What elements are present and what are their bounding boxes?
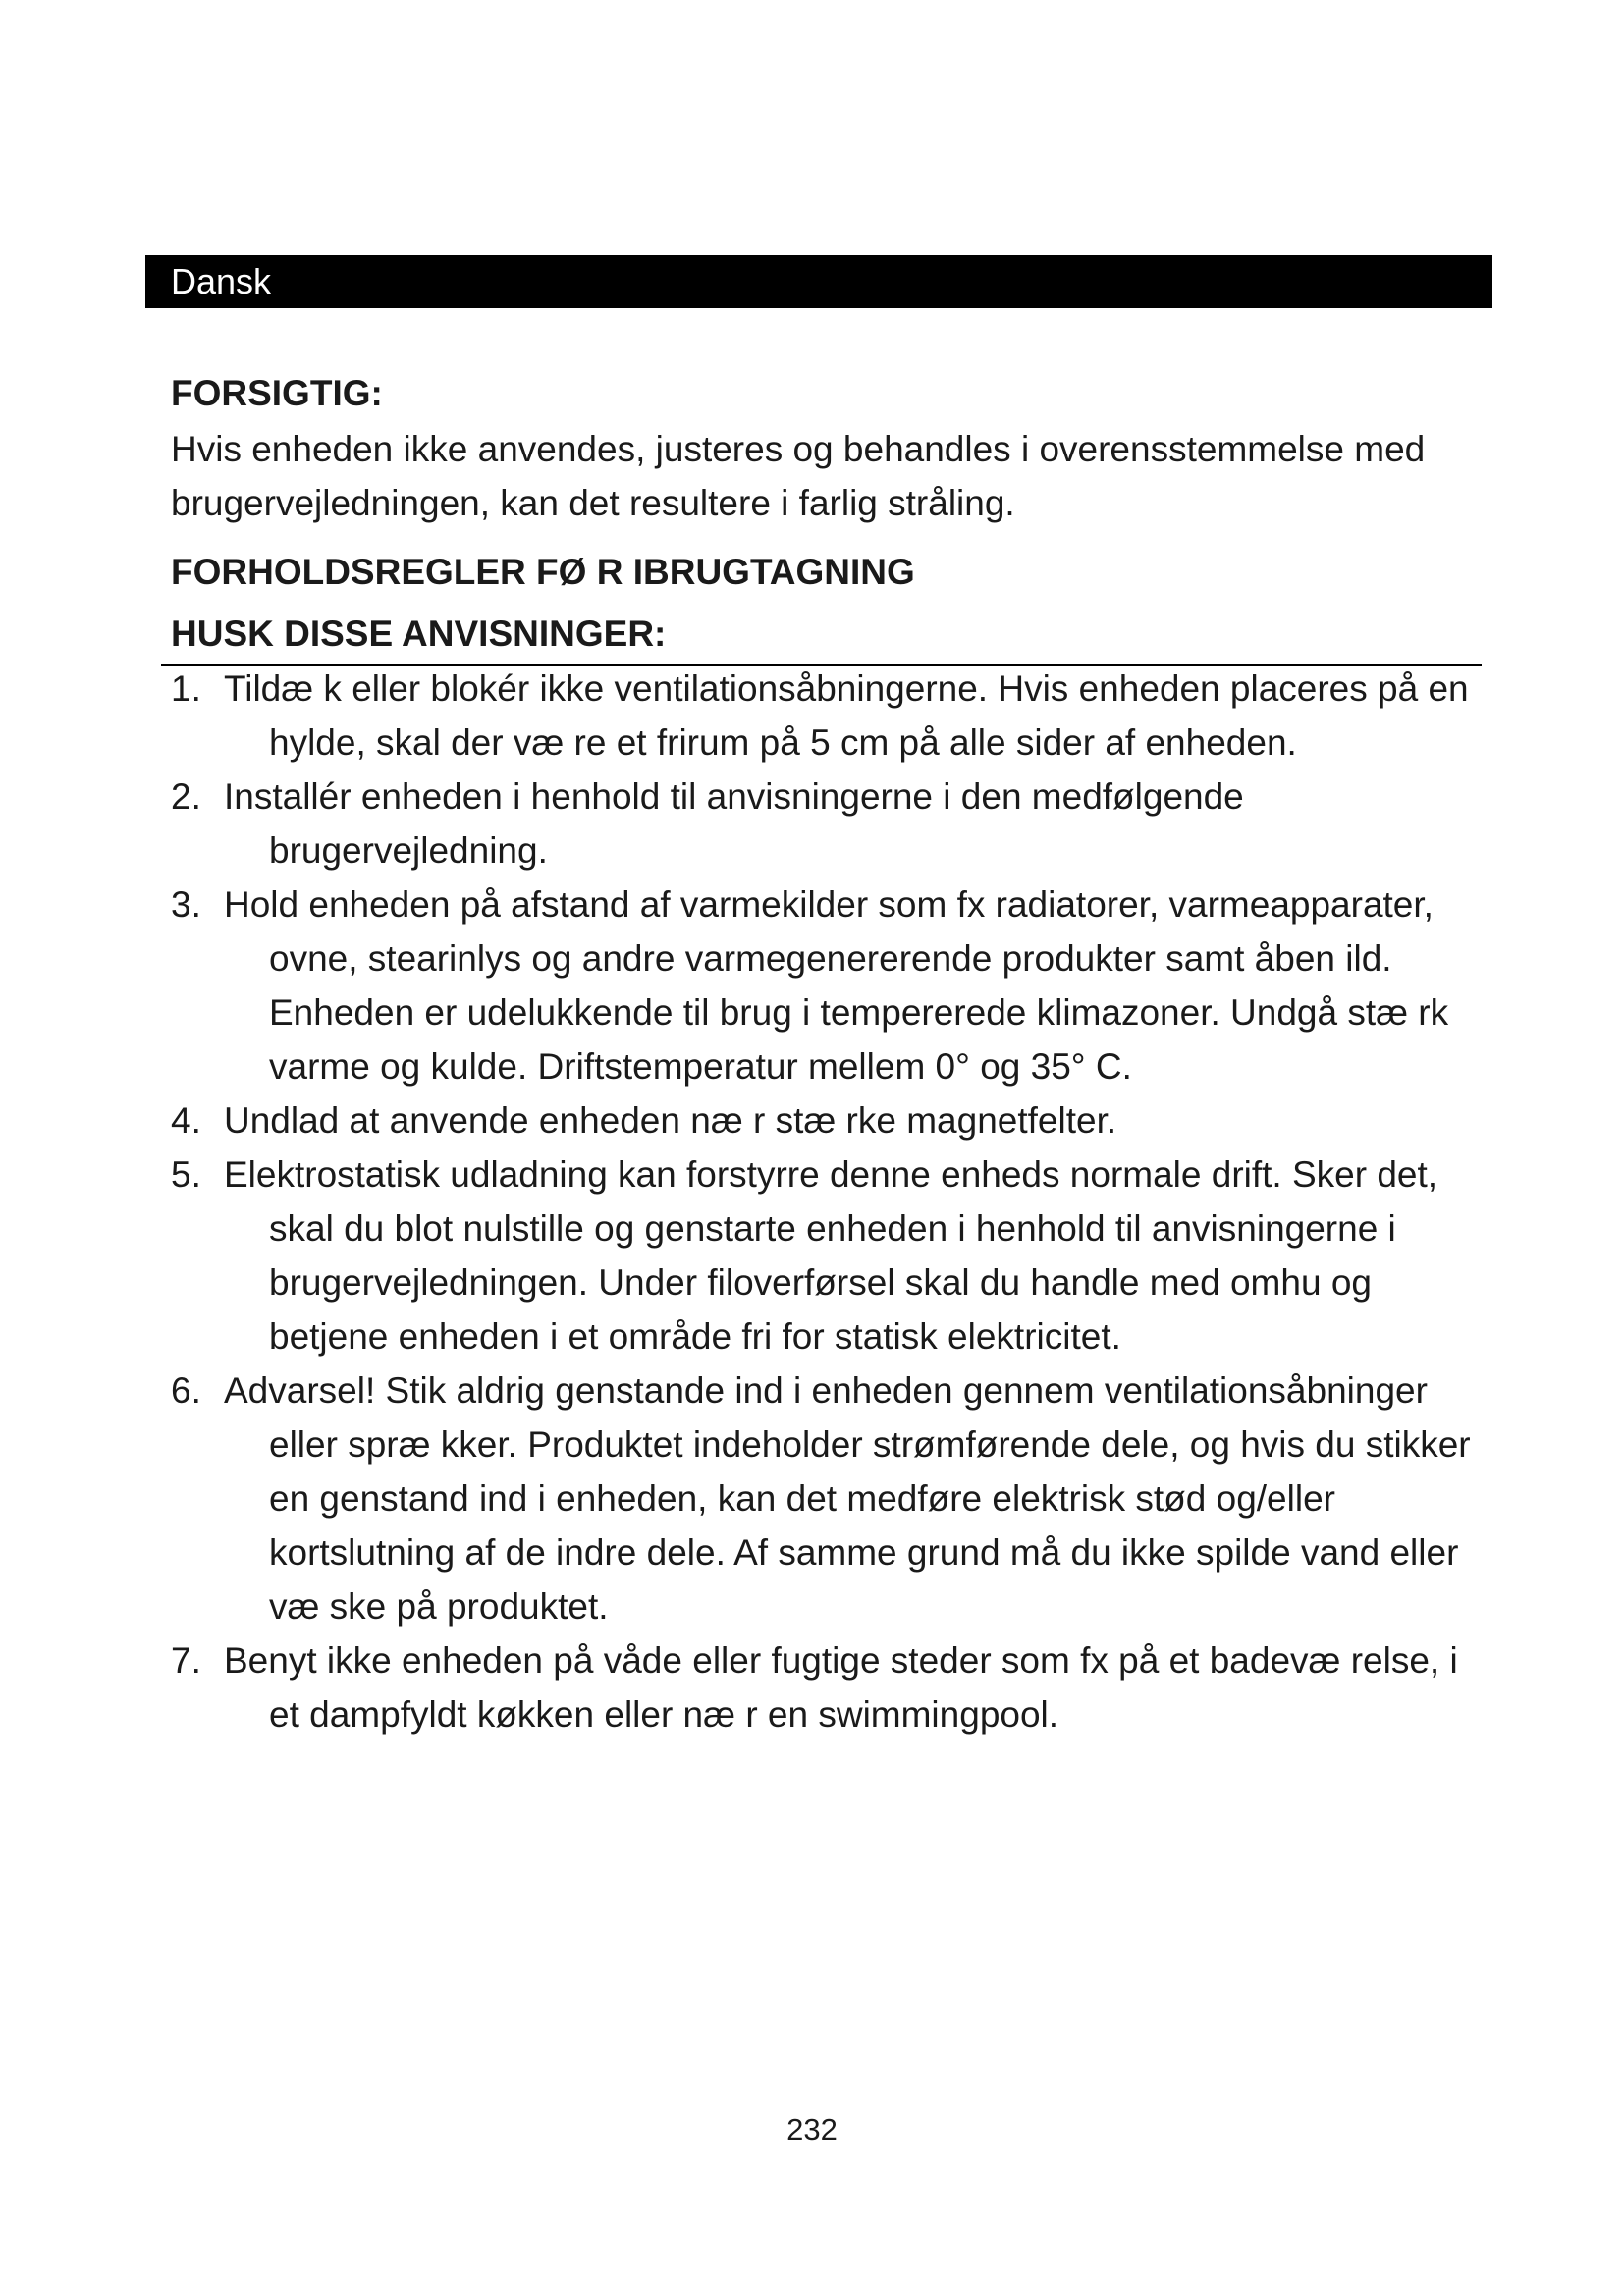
- precautions-list: [171, 662, 1487, 1741]
- list-item: [171, 770, 1487, 878]
- item-text: Elektrostatisk udladning kan forstyrre denne enheds normale drift. Sker det, skal du blot nulstille og genstarte enheden i henhold til anvisningerne i brugervejledningen. Under filoverførsel skal du handle med omhu og betjene enheden i et område fri for statisk elektricitet.: [224, 1154, 1438, 1357]
- list-item: [171, 662, 1487, 770]
- item-number: 1.: [171, 668, 201, 709]
- precautions-subtitle: HUSK DISSE ANVISNINGER:: [171, 614, 667, 654]
- precautions-title: FORHOLDSREGLER FØ R IBRUGTAGNING: [171, 552, 915, 592]
- language-label: Dansk: [171, 261, 272, 301]
- caution-title: FORSIGTIG:: [171, 373, 383, 413]
- list-item: [171, 1633, 1487, 1741]
- list-item: [171, 1148, 1487, 1363]
- item-text: Tildæ k eller blokér ikke ventilationsåbningerne. Hvis enheden placeres på en hylde, skal der væ re et frirum på 5 cm på alle sider af enheden.: [224, 668, 1469, 763]
- item-number: 5.: [171, 1154, 201, 1195]
- list-item: [171, 1094, 1487, 1148]
- item-number: 3.: [171, 884, 201, 925]
- caution-text: Hvis enheden ikke anvendes, justeres og behandles i overensstemmelse med brugervejledningen, kan det resultere i farlig stråling.: [171, 429, 1426, 523]
- item-number: 6.: [171, 1370, 201, 1411]
- main-content: [171, 365, 1487, 1741]
- list-item: [171, 1363, 1487, 1633]
- item-text: Installér enheden i henhold til anvisningerne i den medfølgende brugervejledning.: [224, 776, 1244, 871]
- item-text: Undlad at anvende enheden næ r stæ rke magnetfelter.: [224, 1100, 1117, 1141]
- list-item: [171, 878, 1487, 1094]
- item-text: Advarsel! Stik aldrig genstande ind i enheden gennem ventilationsåbninger eller spræ kker. Produktet indeholder strømførende dele, og hvis du stikker en genstand ind i enheden, kan det medføre elektrisk stød og/eller kortslutning af de indre dele. Af samme grund må du ikke spilde vand eller væ ske på produktet.: [224, 1370, 1471, 1627]
- item-number: 7.: [171, 1640, 201, 1681]
- item-text: Hold enheden på afstand af varmekilder som fx radiatorer, varmeapparater, ovne, stearinlys og andre varmegenererende produkter samt åben ild. Enheden er udelukkende til brug i tempererede klimazoner. Undgå stæ rk varme og kulde. Driftstemperatur mellem 0° og 35° C.: [224, 884, 1449, 1087]
- item-text: Benyt ikke enheden på våde eller fugtige steder som fx på et badevæ relse, i et dampfyldt køkken eller næ r en swimmingpool.: [224, 1640, 1458, 1735]
- page-number: 232: [786, 2112, 838, 2147]
- item-number: 4.: [171, 1100, 201, 1141]
- item-number: 2.: [171, 776, 201, 817]
- language-header-bar: [145, 255, 1492, 308]
